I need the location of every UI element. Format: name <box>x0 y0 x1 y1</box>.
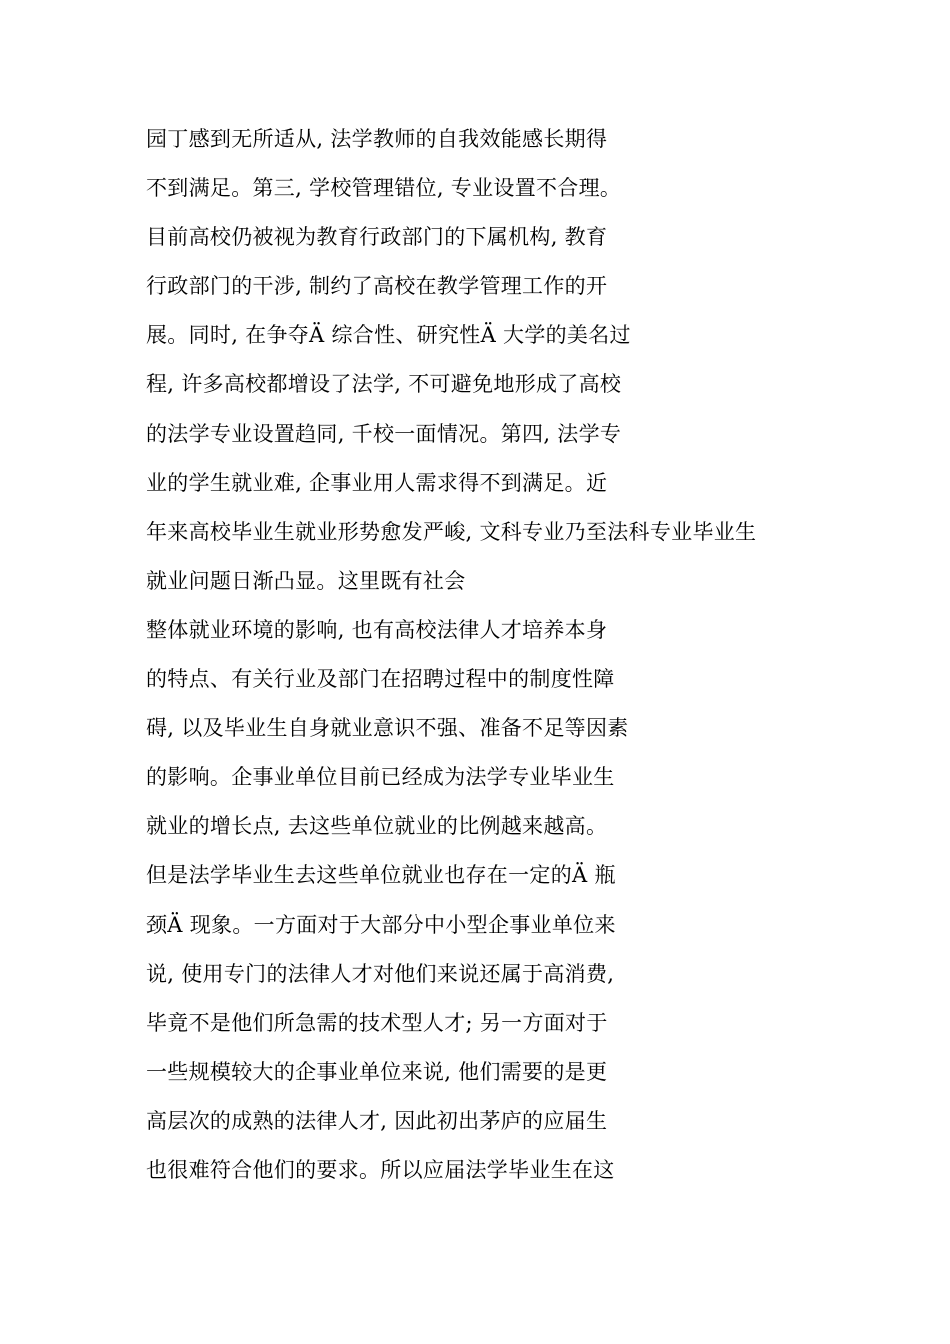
text-line: 毕竟不是他们所急需的技术型人才; 另一方面对于 <box>146 1010 608 1035</box>
text-line: 程, 许多高校都增设了法学, 不可避免地形成了高校 <box>146 372 622 397</box>
text-line: 但是法学毕业生去这些单位就业也存在一定的Ä 瓶 <box>146 863 616 888</box>
text-line: 就业问题日渐凸显。这里既有社会 <box>146 568 466 593</box>
text-line: 也很难符合他们的要求。所以应届法学毕业生在这 <box>146 1157 615 1182</box>
text-line: 园丁感到无所适从, 法学教师的自我效能感长期得 <box>146 127 608 151</box>
text-line: 的影响。企事业单位目前已经成为法学专业毕业生 <box>146 765 615 790</box>
body-text <box>146 115 846 1195</box>
text-line: 说, 使用专门的法律人才对他们来说还属于高消费, <box>146 961 615 986</box>
text-line: 业的学生就业难, 企事业用人需求得不到满足。近 <box>146 470 608 495</box>
text-line: 整体就业环境的影响, 也有高校法律人才培养本身 <box>146 617 608 642</box>
text-line: 高层次的成熟的法律人才, 因此初出茅庐的应届生 <box>146 1108 608 1133</box>
text-line: 不到满足。第三, 学校管理错位, 专业设置不合理。 <box>146 176 622 201</box>
text-line: 展。同时, 在争夺Ä 综合性、研究性Ä 大学的美名过 <box>146 323 631 348</box>
text-line: 目前高校仍被视为教育行政部门的下属机构, 教育 <box>146 225 608 250</box>
text-line: 就业的增长点, 去这些单位就业的比例越来越高。 <box>146 814 608 839</box>
text-line: 一些规模较大的企事业单位来说, 他们需要的是更 <box>146 1059 608 1084</box>
text-line: 碍, 以及毕业生自身就业意识不强、准备不足等因素 <box>146 716 629 741</box>
text-line: 行政部门的干涉, 制约了高校在教学管理工作的开 <box>146 274 608 299</box>
text-line: 的法学专业设置趋同, 千校一面情况。第四, 法学专 <box>146 421 622 446</box>
text-line: 的特点、有关行业及部门在招聘过程中的制度性障 <box>146 667 615 692</box>
text-line: 颈Ä 现象。一方面对于大部分中小型企事业单位来 <box>146 912 616 937</box>
text-line: 年来高校毕业生就业形势愈发严峻, 文科专业乃至法科专业毕业生 <box>146 519 757 544</box>
